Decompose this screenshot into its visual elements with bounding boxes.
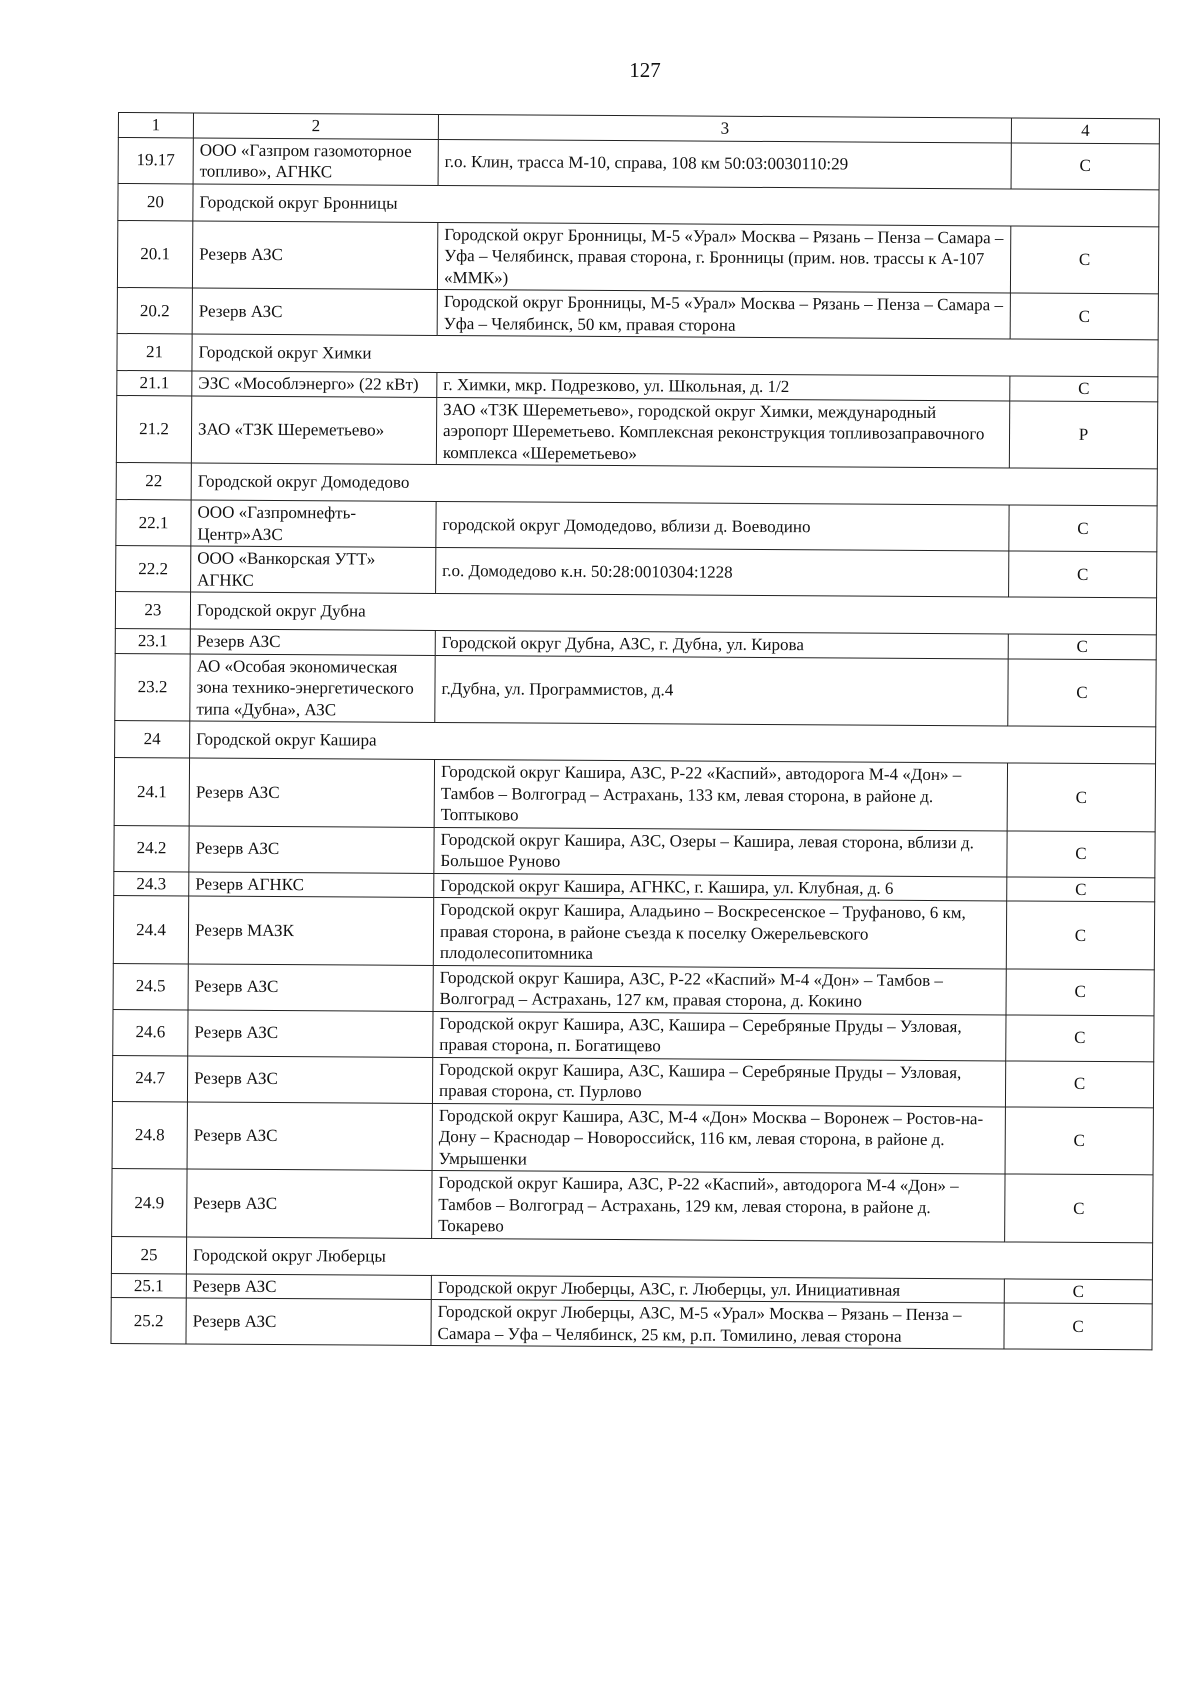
row-number: 24.4 (113, 895, 188, 963)
row-address: г.о. Домодедово к.н. 50:28:0010304:1228 (436, 547, 1009, 596)
group-row (117, 333, 1158, 376)
header-col-4: 4 (1011, 118, 1159, 143)
row-category: С (1008, 658, 1156, 726)
table-body (111, 137, 1159, 1350)
row-address: Городской округ Кашира, АГНКС, г. Кашира, ул. Клубная, д. 6 (434, 873, 1007, 901)
row-category: С (1009, 551, 1157, 598)
row-name: Резерв АЗС (189, 758, 434, 827)
table-row (114, 825, 1155, 877)
row-category: С (1006, 1014, 1154, 1061)
row-category: С (1010, 293, 1158, 340)
row-number: 24.3 (114, 871, 189, 896)
table-row (112, 1168, 1153, 1242)
row-address: Городской округ Кашира, АЗС, Кашира – Серебряные Пруды – Узловая, правая сторона, ст. Пурлово (432, 1057, 1005, 1106)
row-address: Городской округ Кашира, АЗС, Кашира – Серебряные Пруды – Узловая, правая сторона, п. Богатищево (433, 1011, 1006, 1060)
row-address: Городской округ Бронницы, М-5 «Урал» Москва – Рязань – Пенза – Самара – Уфа – Челябинск, 50 км, правая сторона (437, 289, 1010, 338)
row-number: 22.2 (116, 545, 191, 591)
row-number: 19.17 (118, 137, 193, 183)
table-row (111, 1297, 1152, 1349)
row-number: 21.1 (117, 370, 192, 395)
row-address: Городской округ Кашира, АЗС, Р-22 «Каспий», автодорога М-4 «Дон» – Тамбов – Волгоград – Астрахань, 133 км, левая сторона, в районе д. Топтыково (434, 759, 1007, 830)
row-number: 24.6 (113, 1009, 188, 1055)
row-name: Резерв АЗС (190, 629, 435, 655)
row-category: С (1010, 225, 1158, 293)
row-name: Резерв АЗС (188, 1009, 433, 1056)
group-row (111, 1236, 1152, 1279)
row-category: С (1008, 634, 1156, 659)
header-col-1: 1 (118, 113, 193, 138)
row-category: С (1010, 376, 1158, 401)
row-name: Резерв АЗС (188, 963, 433, 1010)
row-address: Городской округ Люберцы, АЗС, г. Люберцы, ул. Инициативная (431, 1275, 1004, 1303)
row-number: 22.1 (116, 499, 191, 545)
row-category: С (1005, 1106, 1153, 1174)
table-row (115, 653, 1156, 727)
table-row (113, 895, 1154, 969)
table-row (116, 499, 1157, 551)
row-address: Городской округ Кашира, АЗС, Р-22 «Каспий» М-4 «Дон» – Тамбов – Волгоград – Астрахань, 127 км, правая сторона, д. Кокино (433, 965, 1006, 1014)
group-title: Городской округ Химки (192, 334, 1158, 377)
group-row (118, 183, 1159, 226)
row-category: С (1007, 763, 1155, 831)
row-name: Резерв АЗС (192, 288, 437, 335)
row-number: 20.1 (117, 220, 192, 288)
table-row (112, 1101, 1153, 1175)
row-category: С (1005, 1174, 1153, 1242)
group-row (115, 720, 1156, 763)
row-number: 24.5 (113, 963, 188, 1009)
group-row (116, 462, 1157, 505)
row-name: АО «Особая экономическая зона технико-энергетического типа «Дубна», АЗС (190, 653, 435, 722)
row-category: С (1007, 830, 1155, 877)
row-number: 25 (111, 1236, 186, 1273)
row-category: С (1006, 901, 1154, 969)
row-address: г. Химки, мкр. Подрезково, ул. Школьная, д. 1/2 (437, 372, 1010, 400)
group-title: Городской округ Бронницы (193, 183, 1159, 226)
row-category: С (1005, 1060, 1153, 1107)
table-row (118, 137, 1159, 189)
row-number: 23.1 (115, 628, 190, 653)
row-number: 20.2 (117, 287, 192, 333)
group-title: Городской округ Люберцы (186, 1236, 1152, 1279)
page-number: 127 (629, 58, 661, 82)
table-row (117, 220, 1158, 294)
row-address: Городской округ Люберцы, АЗС, М-5 «Урал» Москва – Рязань – Пенза – Самара – Уфа – Челябинск, 25 км, р.п. Томилино, левая сторона (431, 1299, 1004, 1348)
row-address: Городской округ Бронницы, М-5 «Урал» Москва – Рязань – Пенза – Самара – Уфа – Челябинск, правая сторона, г. Бронницы (прим. нов. трассы к А-107 «ММК») (437, 222, 1010, 293)
table-row (117, 287, 1158, 339)
header-col-2: 2 (193, 113, 438, 139)
row-number: 24 (115, 720, 190, 757)
row-address: Городской округ Кашира, Аладьино – Воскресенское – Труфаново, 6 км, правая сторона, в районе съезда к поселку Ожерельевского плодолесопитомника (433, 897, 1006, 968)
row-address: Городской округ Дубна, АЗС, г. Дубна, ул. Кирова (435, 630, 1008, 658)
row-category: С (1004, 1278, 1152, 1303)
row-number: 24.7 (112, 1055, 187, 1101)
row-name: ЗАО «ТЗК Шереметьево» (191, 395, 436, 464)
row-number: 24.1 (114, 757, 189, 825)
row-name: Резерв АГНКС (189, 871, 434, 897)
table-row (112, 1055, 1153, 1107)
group-title: Городской округ Кашира (190, 721, 1156, 764)
row-name: Резерв АЗС (186, 1273, 431, 1299)
row-name: ООО «Газпромнефть-Центр»АЗС (191, 500, 436, 547)
row-name: ООО «Газпром газомоторное топливо», АГНКС (193, 137, 438, 184)
row-category: С (1006, 968, 1154, 1015)
row-category: С (1007, 876, 1155, 901)
row-address: Городской округ Кашира, АЗС, М-4 «Дон» Москва – Воронеж – Ростов-на-Дону – Краснодар – Новороссийск, 116 км, левая сторона, в районе д. Умрышенки (432, 1103, 1005, 1174)
group-title: Городской округ Дубна (190, 592, 1156, 635)
row-number: 24.8 (112, 1101, 187, 1169)
table-row (114, 757, 1155, 831)
row-number: 21 (117, 333, 192, 370)
row-name: Резерв АЗС (189, 825, 434, 872)
row-number: 25.2 (111, 1297, 186, 1343)
row-name: ООО «Ванкорская УТТ» АГНКС (191, 546, 436, 593)
header-col-3: 3 (438, 114, 1011, 142)
table-row (113, 963, 1154, 1015)
group-title: Городской округ Домодедово (191, 463, 1157, 506)
row-category: С (1004, 1303, 1152, 1350)
row-number: 21.2 (116, 395, 191, 463)
row-number: 23 (115, 591, 190, 628)
row-number: 23.2 (115, 653, 190, 721)
registry-table (110, 112, 1160, 1350)
row-address: г.Дубна, ул. Программистов, д.4 (435, 655, 1008, 726)
row-address: г.о. Клин, трасса М-10, справа, 108 км 50:03:0030110:29 (438, 139, 1011, 188)
row-name: Резерв АЗС (187, 1055, 432, 1102)
row-category: Р (1009, 400, 1157, 468)
row-number: 20 (118, 183, 193, 220)
row-category: С (1009, 505, 1157, 552)
row-address: Городской округ Кашира, АЗС, Озеры – Кашира, левая сторона, вблизи д. Большое Руново (434, 827, 1007, 876)
table-row (116, 395, 1157, 469)
row-name: Резерв АЗС (186, 1298, 431, 1345)
table-row (116, 545, 1157, 597)
row-name: ЭЗС «Мособлэнерго» (22 кВт) (192, 371, 437, 397)
table-row (113, 1009, 1154, 1061)
row-number: 24.2 (114, 825, 189, 871)
row-name: Резерв АЗС (192, 220, 437, 289)
row-address: Городской округ Кашира, АЗС, Р-22 «Каспий», автодорога М-4 «Дон» – Тамбов – Волгоград – Астрахань, 129 км, левая сторона, в районе д. Токарево (432, 1170, 1005, 1241)
row-number: 24.9 (112, 1168, 187, 1236)
row-number: 25.1 (111, 1273, 186, 1298)
row-name: Резерв МАЗК (188, 896, 433, 965)
row-name: Резерв АЗС (187, 1169, 432, 1238)
row-number: 22 (116, 462, 191, 499)
row-name: Резерв АЗС (187, 1101, 432, 1170)
group-row (115, 591, 1156, 634)
row-category: С (1011, 142, 1159, 189)
row-address: ЗАО «ТЗК Шереметьево», городской округ Химки, международный аэропорт Шереметьево. Комплексная реконструкция топливозаправочного комплекса «Шереметьево» (436, 397, 1009, 468)
row-address: городской округ Домодедово, вблизи д. Воеводино (436, 501, 1009, 550)
